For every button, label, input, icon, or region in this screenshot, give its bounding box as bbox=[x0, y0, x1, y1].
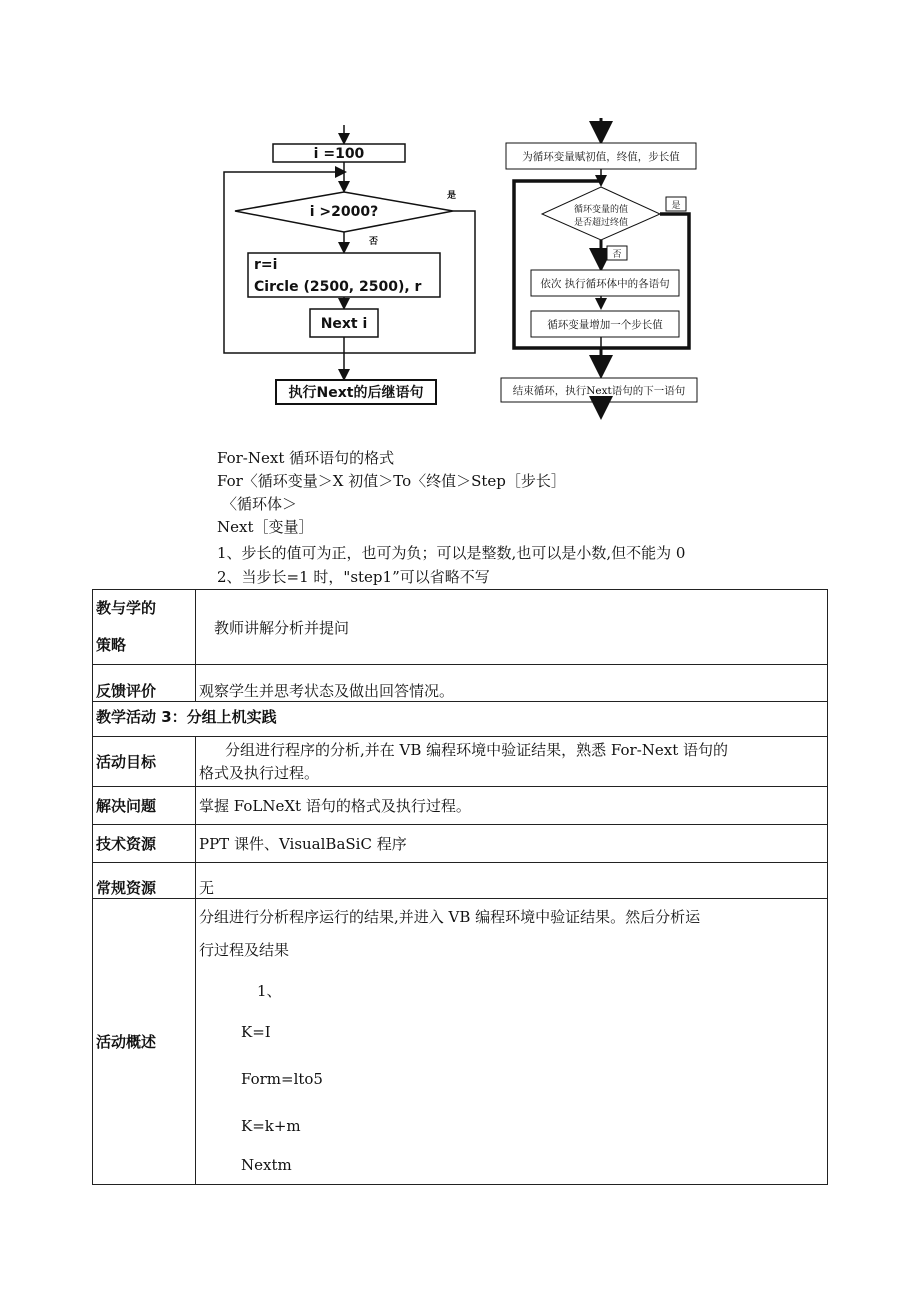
tech-label: 技术资源 bbox=[93, 825, 196, 863]
regular-label: 常规资源 bbox=[93, 863, 196, 899]
feedback-label: 反馈评价 bbox=[93, 665, 196, 702]
table-row-goal bbox=[93, 737, 828, 787]
regular-value: 无 bbox=[196, 863, 828, 899]
right-flowchart bbox=[501, 118, 697, 414]
syntax-next-line: Next［变量］ bbox=[217, 518, 314, 536]
table-row-feedback bbox=[93, 665, 828, 702]
left-body-line1: r=i bbox=[254, 257, 278, 273]
goal-value: 分组进行程序的分析,并在 VB 编程环境中验证结果，熟悉 For-Next 语句的 格式及执行过程。 bbox=[196, 737, 828, 787]
strategy-value: 教师讲解分析并提问 bbox=[196, 590, 828, 665]
left-flowchart bbox=[224, 125, 475, 404]
overview-text-2: 行过程及结果 bbox=[199, 941, 290, 959]
table-row-strategy bbox=[93, 590, 828, 665]
right-init-text: 为循环变量赋初值，终值，步长值 bbox=[522, 151, 680, 163]
table-row-problem bbox=[93, 787, 828, 825]
syntax-for-line: For〈循环变量＞X 初值＞To〈终值＞Step［步长］ bbox=[217, 472, 566, 490]
overview-content bbox=[196, 899, 828, 1185]
code-line-3: K=k+m bbox=[241, 1117, 301, 1135]
flowcharts bbox=[0, 0, 920, 440]
right-body-text: 依次 执行循环体中的各语句 bbox=[540, 278, 670, 290]
activity-title: 教学活动 3：分组上机实践 bbox=[93, 702, 828, 737]
left-condition-text: i >2000? bbox=[309, 204, 379, 220]
problem-label: 解决问题 bbox=[93, 787, 196, 825]
syntax-note-1: 1、步长的值可为正，也可为负；可以是整数,也可以是小数,但不能为 0 bbox=[217, 544, 686, 562]
code-line-2: Form=lto5 bbox=[241, 1070, 323, 1088]
table-row-regular bbox=[93, 863, 828, 899]
code-index: 1、 bbox=[257, 982, 282, 1000]
right-step-text: 循环变量增加一个步长值 bbox=[547, 319, 663, 331]
left-no-label: 否 bbox=[369, 237, 379, 247]
right-no-label: 否 bbox=[612, 250, 622, 260]
left-after-text: 执行Next的后继语句 bbox=[288, 385, 424, 401]
left-init-text: i =100 bbox=[313, 146, 365, 162]
table-row-tech bbox=[93, 825, 828, 863]
right-yes-label: 是 bbox=[671, 201, 681, 211]
problem-value: 掌握 FoLNeXt 语句的格式及执行过程。 bbox=[196, 787, 828, 825]
right-end-text: 结束循环，执行Next语句的下一语句 bbox=[512, 385, 686, 397]
goal-label: 活动目标 bbox=[93, 737, 196, 787]
code-line-1: K=I bbox=[241, 1023, 271, 1041]
strategy-label: 教与学的 策略 bbox=[93, 590, 196, 665]
overview-label: 活动概述 bbox=[93, 899, 196, 1185]
right-condition-line1: 循环变量的值 bbox=[573, 205, 629, 215]
syntax-note-2: 2、当步长=1 时，"step1”可以省略不写 bbox=[217, 568, 490, 586]
syntax-title: For-Next 循环语句的格式 bbox=[217, 449, 395, 467]
right-condition-line2: 是否超过终值 bbox=[573, 218, 629, 228]
overview-text-1: 分组进行分析程序运行的结果,并进入 VB 编程环境中验证结果。然后分析运 bbox=[199, 908, 701, 926]
tech-value: PPT 课件、VisualBaSiC 程序 bbox=[196, 825, 828, 863]
left-next-text: Next i bbox=[320, 316, 368, 332]
code-line-4: Nextm bbox=[241, 1156, 292, 1174]
left-yes-label: 是 bbox=[447, 191, 457, 201]
syntax-body-line: 〈循环体＞ bbox=[222, 495, 298, 513]
left-body-line2: Circle (2500, 2500), r bbox=[254, 279, 422, 295]
table-row-overview bbox=[93, 899, 828, 1185]
feedback-value: 观察学生并思考状态及做出回答情况。 bbox=[196, 665, 828, 702]
table-row-activity-title bbox=[93, 702, 828, 737]
lesson-table bbox=[92, 589, 828, 1185]
